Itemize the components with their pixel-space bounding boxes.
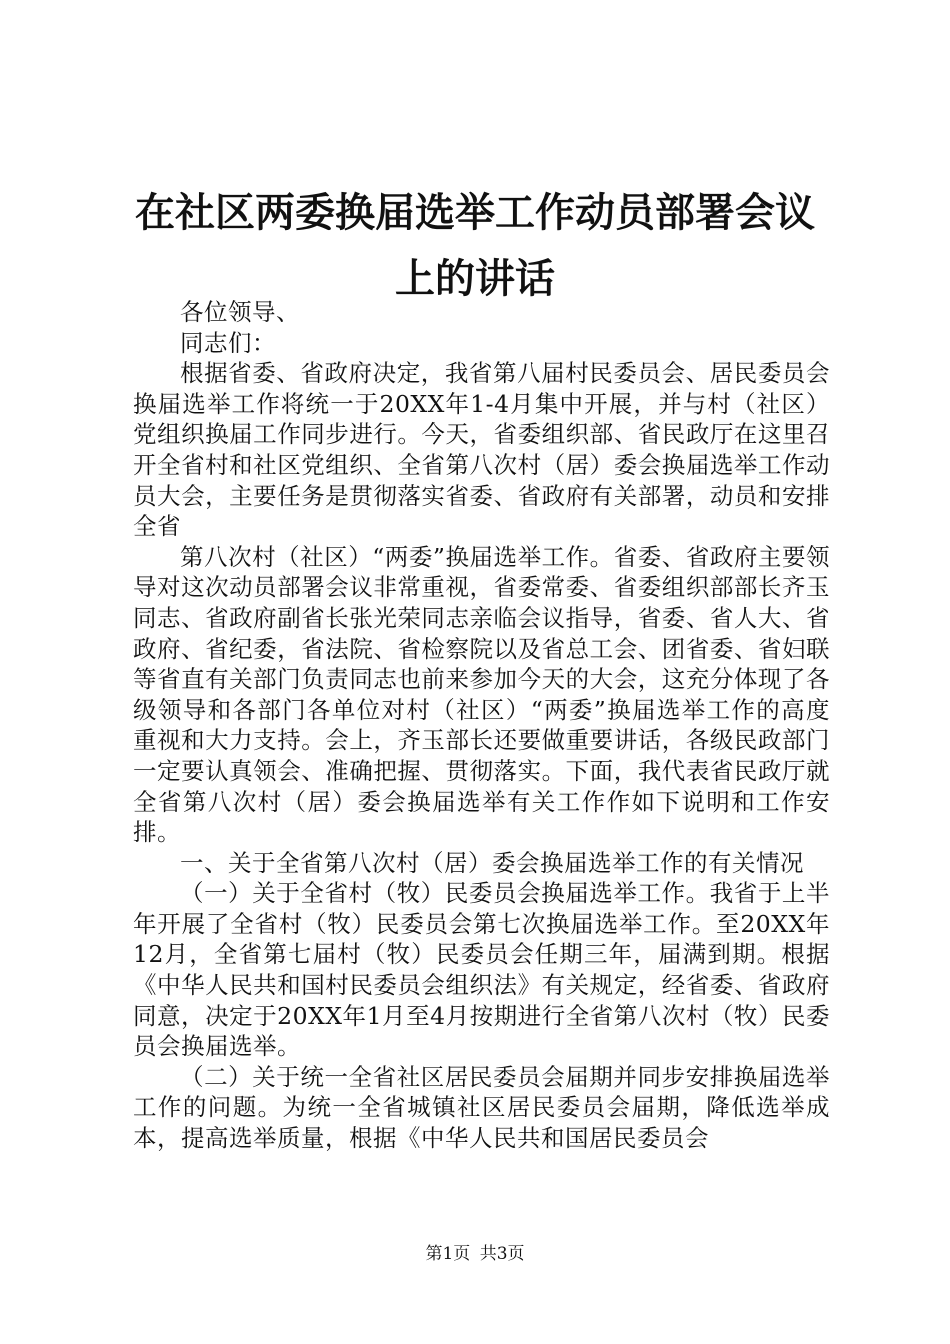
page-number: 第1页 — [425, 1244, 471, 1264]
document-title: 在社区两委换届选举工作动员部署会议上的讲话 — [135, 189, 815, 302]
body-paragraph: （一）关于全省村（牧）民委员会换届选举工作。我省于上半年开展了全省村（牧）民委员会第七次换届选举工作。至20XX年12月，全省第七届村（牧）民委员会任期三年，届满到期。根据《中华人民共和国村民委员会组织法》有关规定，经省委、省政府同意，决定于20XX年1月至4月按期进行全省第八次村（牧）民委员会换届选举。 — [133, 879, 830, 1061]
document-body — [133, 297, 830, 1154]
salutation-line: 同志们： — [180, 328, 276, 357]
section-heading: 一、关于全省第八次村（居）委会换届选举工作的有关情况 — [180, 848, 804, 877]
body-paragraph: 第八次村（社区）“两委”换届选举工作。省委、省政府主要领导对这次动员部署会议非常重视，省委常委、省委组织部部长齐玉同志、省政府副省长张光荣同志亲临会议指导，省委、省人大、省政府、省纪委，省法院、省检察院以及省总工会、团省委、省妇联等省直有关部门负责同志也前来参加今天的大会，这充分体现了各级领导和各部门各单位对村（社区）“两委”换届选举工作的高度重视和大力支持。会上，齐玉部长还要做重要讲话，各级民政部门一定要认真领会、准确把握、贯彻落实。下面，我代表省民政厅就全省第八次村（居）委会换届选举有关工作作如下说明和工作安排。 — [133, 542, 830, 847]
page-footer — [0, 1243, 950, 1265]
page-total: 共3页 — [479, 1244, 525, 1264]
body-paragraph: （二）关于统一全省社区居民委员会届期并同步安排换届选举工作的问题。为统一全省城镇社区居民委员会届期，降低选举成本，提高选举质量，根据《中华人民共和国居民委员会 — [133, 1062, 830, 1153]
salutation-line: 各位领导、 — [180, 298, 300, 326]
body-paragraph: 根据省委、省政府决定，我省第八届村民委员会、居民委员会换届选举工作将统一于20XX年1-4月集中开展，并与村（社区）党组织换届工作同步进行。今天，省委组织部、省民政厅在这里召开全省村和社区党组织、全省第八次村（居）委会换届选举工作动员大会，主要任务是贯彻落实省委、省政府有关部署，动员和安排全省 — [133, 359, 830, 541]
